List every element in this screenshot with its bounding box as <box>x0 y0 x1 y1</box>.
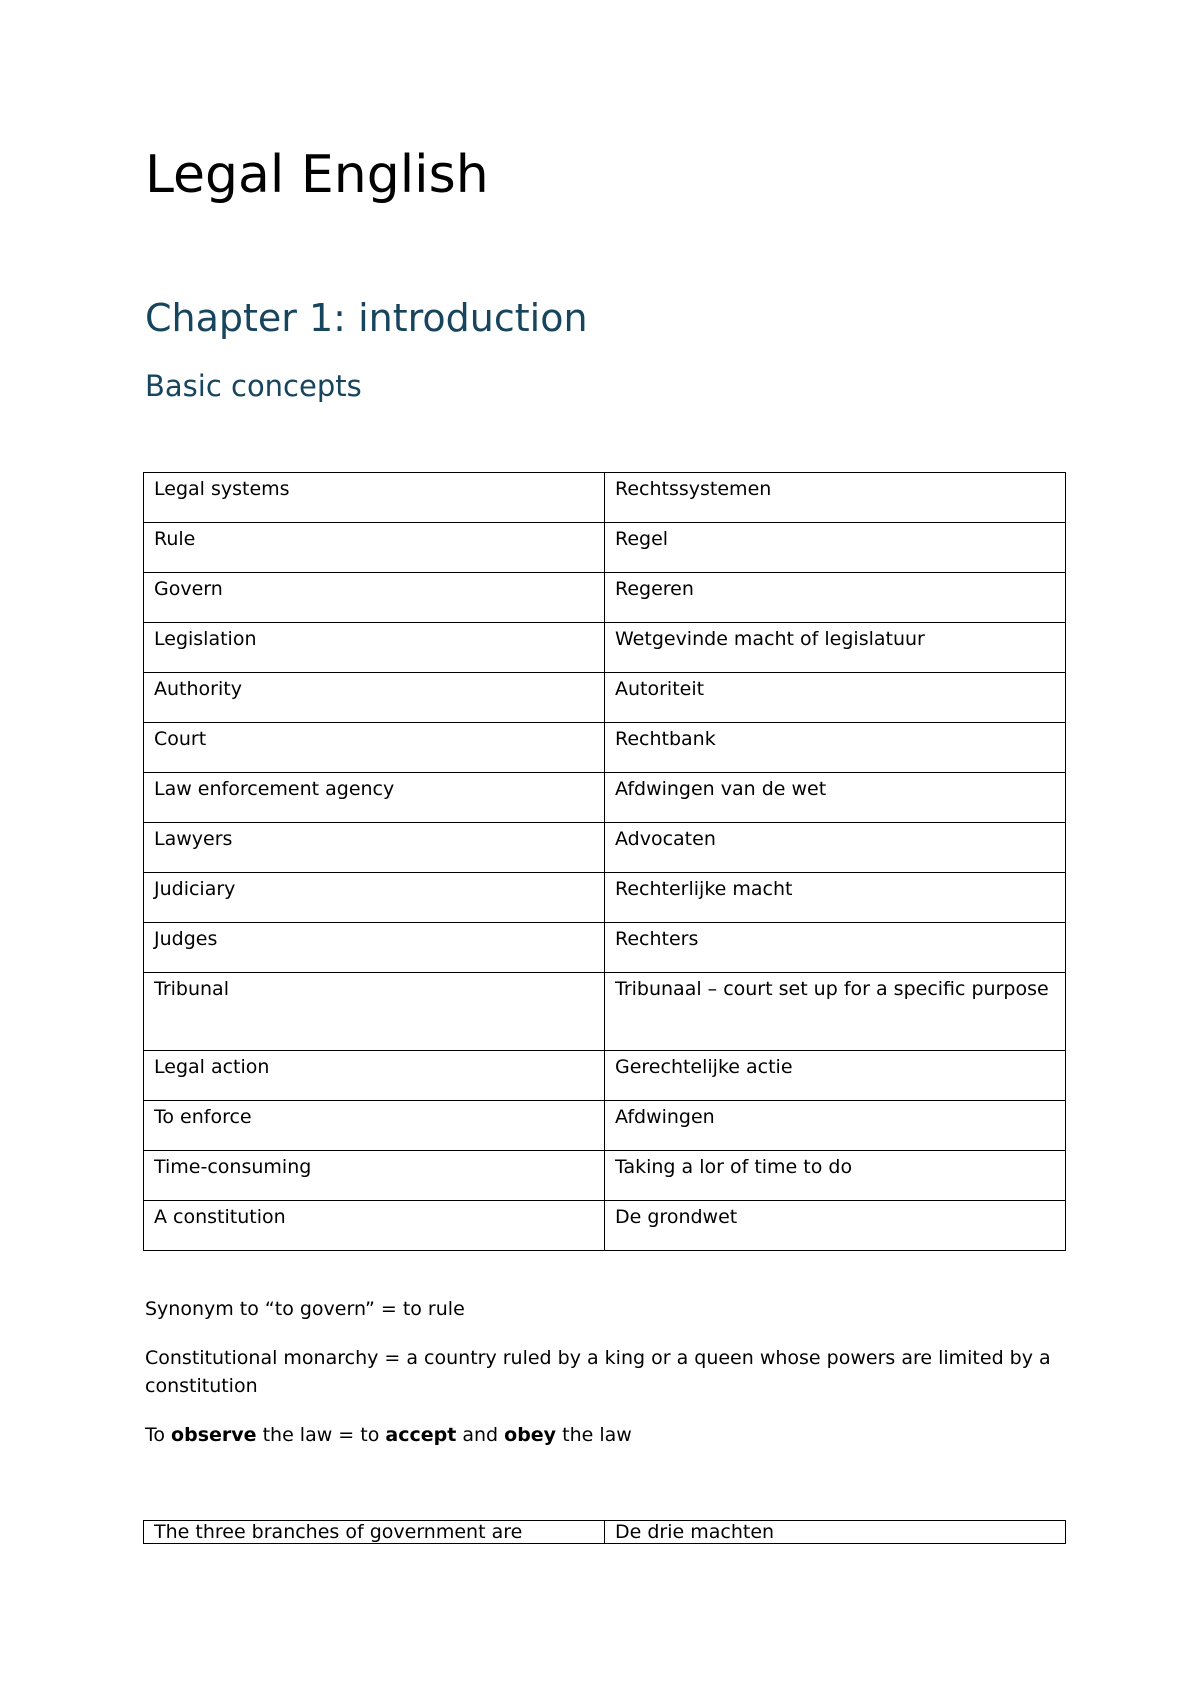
branches-dutch: De drie machten <box>605 1521 1066 1544</box>
table-row <box>144 1521 1066 1544</box>
table-row <box>144 973 1066 1051</box>
term-dutch: Autoriteit <box>605 673 1066 723</box>
term-english: Lawyers <box>144 823 605 873</box>
term-dutch: De grondwet <box>605 1201 1066 1251</box>
branches-english: The three branches of government are <box>144 1521 605 1544</box>
obey-term: obey <box>504 1424 557 1446</box>
term-dutch: Afdwingen <box>605 1101 1066 1151</box>
table-row <box>144 1151 1066 1201</box>
table-row <box>144 773 1066 823</box>
document-title: Legal English <box>145 145 489 205</box>
term-english: Rule <box>144 523 605 573</box>
table-row <box>144 523 1066 573</box>
observe-note <box>145 1421 1075 1449</box>
section-heading: Basic concepts <box>145 369 362 403</box>
term-english: Court <box>144 723 605 773</box>
term-dutch: Gerechtelijke actie <box>605 1051 1066 1101</box>
branches-table <box>143 1520 1066 1544</box>
term-english: Legislation <box>144 623 605 673</box>
term-english: Govern <box>144 573 605 623</box>
table-row <box>144 623 1066 673</box>
term-english: Judges <box>144 923 605 973</box>
table-row <box>144 573 1066 623</box>
table-row <box>144 923 1066 973</box>
term-english: Judiciary <box>144 873 605 923</box>
accept-term: accept <box>385 1424 457 1446</box>
observe-note-text: To <box>145 1424 172 1446</box>
term-english: Law enforcement agency <box>144 773 605 823</box>
monarchy-note: Constitutional monarchy = a country ruled by a king or a queen whose powers are limited by a constitution <box>145 1347 1051 1397</box>
table-row <box>144 673 1066 723</box>
observe-note-text: the law = to <box>256 1424 386 1446</box>
observe-note-text: the law <box>556 1424 632 1446</box>
term-dutch: Regel <box>605 523 1066 573</box>
table-row <box>144 823 1066 873</box>
chapter-heading: Chapter 1: introduction <box>145 296 588 340</box>
term-english: Legal action <box>144 1051 605 1101</box>
observe-note-text: and <box>456 1424 505 1446</box>
term-dutch: Afdwingen van de wet <box>605 773 1066 823</box>
table-row <box>144 473 1066 523</box>
term-dutch: Advocaten <box>605 823 1066 873</box>
term-english: A constitution <box>144 1201 605 1251</box>
term-english: Legal systems <box>144 473 605 523</box>
term-english: Authority <box>144 673 605 723</box>
term-english: To enforce <box>144 1101 605 1151</box>
term-dutch: Rechterlijke macht <box>605 873 1066 923</box>
vocabulary-table <box>143 472 1066 1251</box>
term-english: Tribunal <box>144 973 605 1051</box>
term-english: Time-consuming <box>144 1151 605 1201</box>
term-dutch: Rechtssystemen <box>605 473 1066 523</box>
term-dutch: Regeren <box>605 573 1066 623</box>
synonym-note: Synonym to “to govern” = to rule <box>145 1298 465 1320</box>
observe-term: observe <box>171 1424 257 1446</box>
table-row <box>144 873 1066 923</box>
table-row <box>144 1101 1066 1151</box>
table-row <box>144 1201 1066 1251</box>
term-dutch: Wetgevinde macht of legislatuur <box>605 623 1066 673</box>
table-row <box>144 723 1066 773</box>
table-row <box>144 1051 1066 1101</box>
term-dutch: Rechtbank <box>605 723 1066 773</box>
term-dutch: Taking a lor of time to do <box>605 1151 1066 1201</box>
term-dutch: Tribunaal – court set up for a specific purpose <box>605 973 1066 1051</box>
term-dutch: Rechters <box>605 923 1066 973</box>
